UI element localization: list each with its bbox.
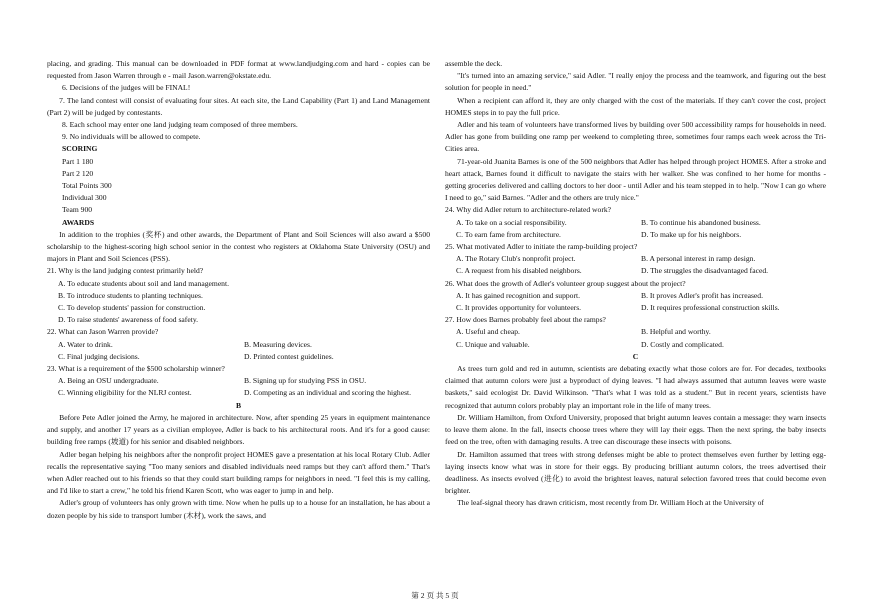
question-stem: 24. Why did Adler return to architecture-related work? [445, 205, 612, 215]
passage-c-paragraph: Dr. William Hamilton, from Oxford University, proposed that bright autumn leaves contain a message: they warn insects to leave them alone. In the fall, insects choose trees where they will lay their eggs. Then the next spring, the baby insects feed on the tree, often with damaging results. A tree can discourage these insects with poisons. [445, 412, 826, 447]
answer-option[interactable]: A. Useful and cheap. [456, 327, 520, 337]
rule-item: 9. No individuals will be allowed to compete. [62, 132, 201, 142]
question-stem: 25. What motivated Adler to initiate the ramp-building project? [445, 242, 638, 252]
answer-option[interactable]: A. It has gained recognition and support. [456, 290, 581, 300]
answer-option[interactable]: C. Unique and valuable. [456, 339, 530, 349]
passage-b-paragraph: When a recipient can afford it, they are only charged with the cost of the materials. If they can't cover the cost, project HOMES steps in to pay the full price. [445, 95, 826, 117]
rule-item: 7. The land contest will consist of evaluating four sites. At each site, the Land Capability (Part 1) and Land Management (Part 2) will be judged by contestants. [47, 95, 430, 117]
scoring-row: Part 2 120 [62, 168, 94, 178]
question-stem: 26. What does the growth of Adler's volunteer group suggest about the project? [445, 278, 686, 288]
answer-option[interactable]: B. Helpful and worthy. [641, 327, 711, 337]
answer-option[interactable]: A. Water to drink. [58, 339, 113, 349]
left-questions [47, 265, 430, 399]
answer-option[interactable]: B. To introduce students to planting techniques. [58, 290, 203, 300]
answer-option[interactable]: C. To develop students' passion for construction. [58, 303, 206, 313]
passage-b-paragraph: Before Pete Adler joined the Army, he majored in architecture. Now, after spending 25 years in equipment maintenance and supply, and another 17 years as a civilian employee, Adler is back to his architectural roots. And it's for a good cause: building free ramps (坡道) for his senior and disabled neighbors. [47, 412, 430, 447]
answer-option[interactable]: D. It requires professional construction skills. [641, 303, 780, 313]
page-footer: 第 2 页 共 5 页 [411, 591, 459, 600]
answer-option[interactable]: A. To educate students about soil and land management. [58, 278, 229, 288]
answer-option[interactable]: A. Being an OSU undergraduate. [58, 376, 159, 386]
answer-option[interactable]: D. The struggles the disadvantaged faced. [641, 266, 769, 276]
scoring-row: Individual 300 [62, 193, 107, 203]
scoring-row: Part 1 180 [62, 156, 94, 166]
answer-options [47, 375, 430, 399]
passage-b-paragraph: 71-year-old Juanita Barnes is one of the 500 neighbors that Adler has helped through project HOMES. After a stroke and heart attack, Barnes found it difficult to navigate the stairs with her walker. She was confined to her home for months - getting groceries delivered and calling doctors to her door - until Adler and his team stepped in to help. "Now I can go where I need to go," said Barnes. "Adler and the others are truly nice." [445, 156, 826, 203]
answer-options [445, 326, 826, 350]
right-questions [445, 204, 826, 350]
answer-option[interactable]: B. Signing up for studying PSS in OSU. [244, 376, 367, 386]
answer-option[interactable]: C. It provides opportunity for volunteers. [456, 303, 582, 313]
intro-paragraph: placing, and grading. This manual can be downloaded in PDF format at www.landjudging.com and hard - copies can be requested from Jason Warren through e - mail Jason.warren@okstate.edu. [47, 59, 430, 81]
scoring-row: Team 900 [62, 205, 93, 215]
rule-item: 8. Each school may enter one land judging team composed of three members. [62, 120, 298, 130]
answer-option[interactable]: A. The Rotary Club's nonprofit project. [456, 254, 576, 264]
question-stem: 21. Why is the land judging contest primarily held? [47, 266, 204, 276]
answer-option[interactable]: D. To raise students' awareness of food safety. [58, 315, 199, 325]
passage-b-paragraph: Adler and his team of volunteers have transformed lives by building over 500 accessibility ramps for households in need. Adler has gone from building one ramp per weekend to completing three, sometimes four ramps each week across the Tri-Cities area. [445, 120, 826, 154]
answer-option[interactable]: D. To make up for his neighbors. [641, 229, 742, 239]
answer-options [445, 253, 826, 277]
answer-option[interactable]: B. It proves Adler's profit has increased. [641, 290, 763, 300]
right-column [445, 58, 826, 510]
passage-c-paragraph: As trees turn gold and red in autumn, scientists are debating exactly what those colors are for. For decades, textbooks claimed that autumn colors were just a byproduct of dying leaves. "I had always assumed that autumn leaves were waste baskets," said ecologist Dr. David Wilkinson. "That's what I was told as a student." But in recent years, scientists have recognized that autumn colors probably play an important role in the life of many trees. [445, 364, 826, 410]
scoring-heading: SCORING [62, 144, 98, 154]
passage-b-paragraph: Adler began helping his neighbors after the nonprofit project HOMES gave a presentation at his local Rotary Club. Adler recalls the representative saying "Too many seniors and disabled individuals need ramps but they can't afford them." That's when Adler reached out to his friends so that they could start building ramps for neighbors in need. "I feel this is my calling, and I'd like to start a crew," he told his friend Karen Scott, who was eager to jump in and help. [47, 449, 430, 496]
answer-option[interactable]: A. To take on a social responsibility. [456, 217, 567, 227]
section-b-heading: B [235, 400, 242, 410]
answer-options [47, 339, 430, 363]
passage-c-paragraph: The leaf-signal theory has drawn criticism, most recently from Dr. William Hoch at the University of [457, 498, 764, 508]
left-column [47, 58, 430, 522]
question-stem: 27. How does Barnes probably feel about the ramps? [445, 315, 606, 325]
awards-paragraph: In addition to the trophies (奖杯) and other awards, the Department of Plant and Soil Sciences will also award a $500 scholarship to the highest-scoring high school senior in the contest who registers at Oklahoma State University (OSU) and majors in Plant and Soil Sciences (PSS). [47, 229, 430, 264]
awards-heading: AWARDS [62, 217, 95, 227]
answer-option[interactable]: B. Measuring devices. [244, 339, 312, 349]
answer-option[interactable]: D. Printed contest guidelines. [244, 351, 334, 361]
scoring-row: Total Points 300 [62, 181, 112, 191]
answer-option[interactable]: B. To continue his abandoned business. [641, 217, 761, 227]
question-stem: 23. What is a requirement of the $500 scholarship winner? [47, 364, 225, 374]
answer-options [445, 290, 826, 314]
answer-option[interactable]: C. Winning eligibility for the NLRJ contest. [58, 388, 192, 398]
answer-option[interactable]: B. A personal interest in ramp design. [641, 254, 756, 264]
rule-item: 6. Decisions of the judges will be FINAL! [62, 83, 191, 93]
passage-b-paragraph: "It's turned into an amazing service," said Adler. "I really enjoy the process and the teamwork, and figuring out the best solution for people in need." [445, 71, 826, 93]
passage-b-paragraph: Adler's group of volunteers has only grown with time. Now when he pulls up to a house for an installation, he has about a dozen people by his side to transport lumber (木材), work the saws, and [47, 498, 430, 520]
answer-option[interactable]: C. Final judging decisions. [58, 351, 140, 361]
passage-c-paragraph: Dr. Hamilton assumed that trees with strong defenses might be able to protect themselves even further by letting egg-laying insects know what was in store for their eggs. By producing brilliant autumn colors, the trees advertised their deadliness. As insects evolved (进化) to avoid the brightest leaves, natural selection favored trees that could become even brighter. [445, 449, 826, 496]
answer-options [47, 278, 430, 327]
answer-option[interactable]: C. To earn fame from architecture. [456, 229, 561, 239]
section-c-heading: C [632, 351, 639, 361]
answer-option[interactable]: D. Costly and complicated. [641, 339, 724, 349]
question-stem: 22. What can Jason Warren provide? [47, 327, 159, 337]
continued-line: assemble the deck. [445, 59, 503, 68]
answer-options [445, 217, 826, 241]
answer-option[interactable]: D. Competing as an individual and scoring the highest. [244, 388, 412, 398]
answer-option[interactable]: C. A request from his disabled neighbors. [456, 266, 582, 276]
